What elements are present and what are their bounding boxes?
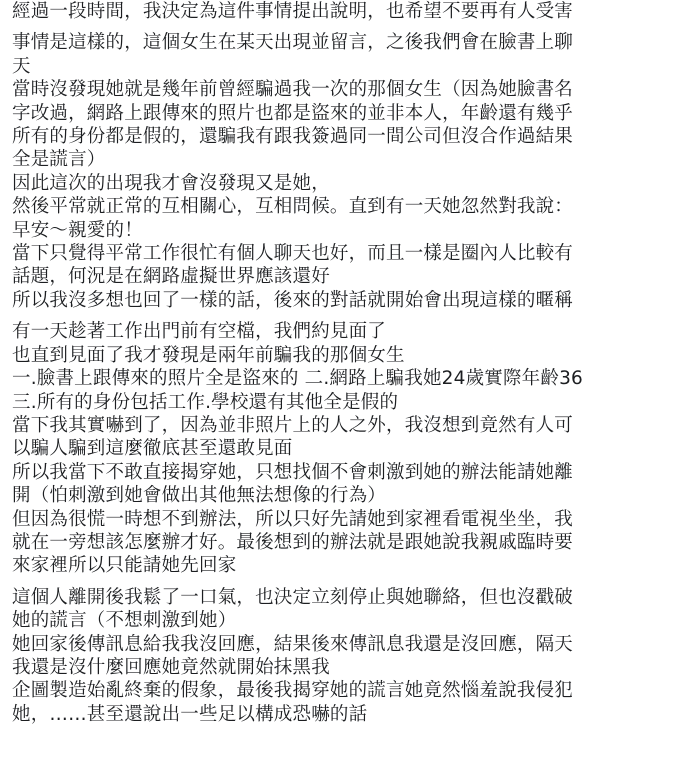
post-text-line: 話題，何況是在網路虛擬世界應該還好 <box>12 266 330 288</box>
post-text-line: 一.臉書上跟傳來的照片全是盜來的 二.網路上騙我她24歲實際年齡36 <box>12 368 584 390</box>
post-text-line: 字改過，網路上跟傳來的照片也都是盜來的並非本人，年齡還有幾乎 <box>12 102 574 124</box>
post-text-line: 因此這次的出現我才會沒發現又是她， <box>12 172 330 194</box>
post-text-line: 就在一旁想該怎麼辦才好。最後想到的辦法就是跟她說我親戚臨時要 <box>12 531 574 553</box>
post-text-line: 天 <box>12 55 31 77</box>
post-text-line: 也直到見面了我才發現是兩年前騙我的那個女生 <box>12 344 405 366</box>
post-text-line: 所有的身份都是假的，還騙我有跟我簽過同一間公司但沒合作過結果 <box>12 126 574 148</box>
post-body <box>12 0 674 726</box>
post-text-line: 當下我其實嚇到了，因為並非照片上的人之外，我沒想到竟然有人可 <box>12 414 574 436</box>
post-text-line: 當下只覺得平常工作很忙有個人聊天也好，而且一樣是圈內人比較有 <box>12 243 574 265</box>
paragraph-gap <box>12 23 674 31</box>
post-text-line: 三.所有的身份包括工作.學校還有其他全是假的 <box>12 391 399 413</box>
post-text-line: 她回家後傳訊息給我我沒回應，結果後來傳訊息我還是沒回應，隔天 <box>12 633 574 655</box>
post-text-line: 所以我沒多想也回了一樣的話，後來的對話就開始會出現這樣的暱稱 <box>12 289 574 311</box>
post-text-line: 全是謊言） <box>12 149 106 171</box>
post-text-line: 企圖製造始亂終棄的假象，最後我揭穿她的謊言她竟然惱羞說我侵犯 <box>12 680 574 702</box>
post-text-line: 她的謊言（不想刺激到她） <box>12 610 237 632</box>
post-paragraph <box>12 586 674 726</box>
post-text-line: 早安～親愛的！ <box>12 219 143 241</box>
post-text-line: 事情是這樣的，這個女生在某天出現並留言，之後我們會在臉書上聊 <box>12 32 574 54</box>
post-text-line: 當時沒發現她就是幾年前曾經騙過我一次的那個女生（因為她臉書名 <box>12 79 574 101</box>
post-text-line: 有一天趁著工作出門前有空檔，我們約見面了 <box>12 321 387 343</box>
post-text-line: 經過一段時間，我決定為這件事情提出說明，也希望不要再有人受害 <box>12 1 574 22</box>
post-text-line: 她，……甚至還說出一些足以構成恐嚇的話 <box>12 703 368 725</box>
post-text-line: 然後平常就正常的互相關心，互相問候。直到有一天她忽然對我說： <box>12 196 574 218</box>
paragraph-gap <box>12 312 674 320</box>
post-text-line: 來家裡所以只能請她先回家 <box>12 555 237 577</box>
post-text-line: 這個人離開後我鬆了一口氣，也決定立刻停止與她聯絡，但也沒戳破 <box>12 586 574 608</box>
post-text-line: 我還是沒什麼回應她竟然就開始抹黑我 <box>12 656 330 678</box>
post-paragraph <box>12 320 674 577</box>
post-paragraph <box>12 31 674 312</box>
post-text-line: 以騙人騙到這麼徹底甚至還敢見面 <box>12 438 293 460</box>
paragraph-gap <box>12 578 674 586</box>
post-text-line: 但因為很慌一時想不到辦法，所以只好先請她到家裡看電視坐坐，我 <box>12 508 574 530</box>
post-text-line: 開（怕刺激到她會做出其他無法想像的行為） <box>12 485 387 507</box>
post-paragraph <box>12 0 674 23</box>
post-text-line: 所以我當下不敢直接揭穿她，只想找個不會刺激到她的辦法能請她離 <box>12 461 574 483</box>
